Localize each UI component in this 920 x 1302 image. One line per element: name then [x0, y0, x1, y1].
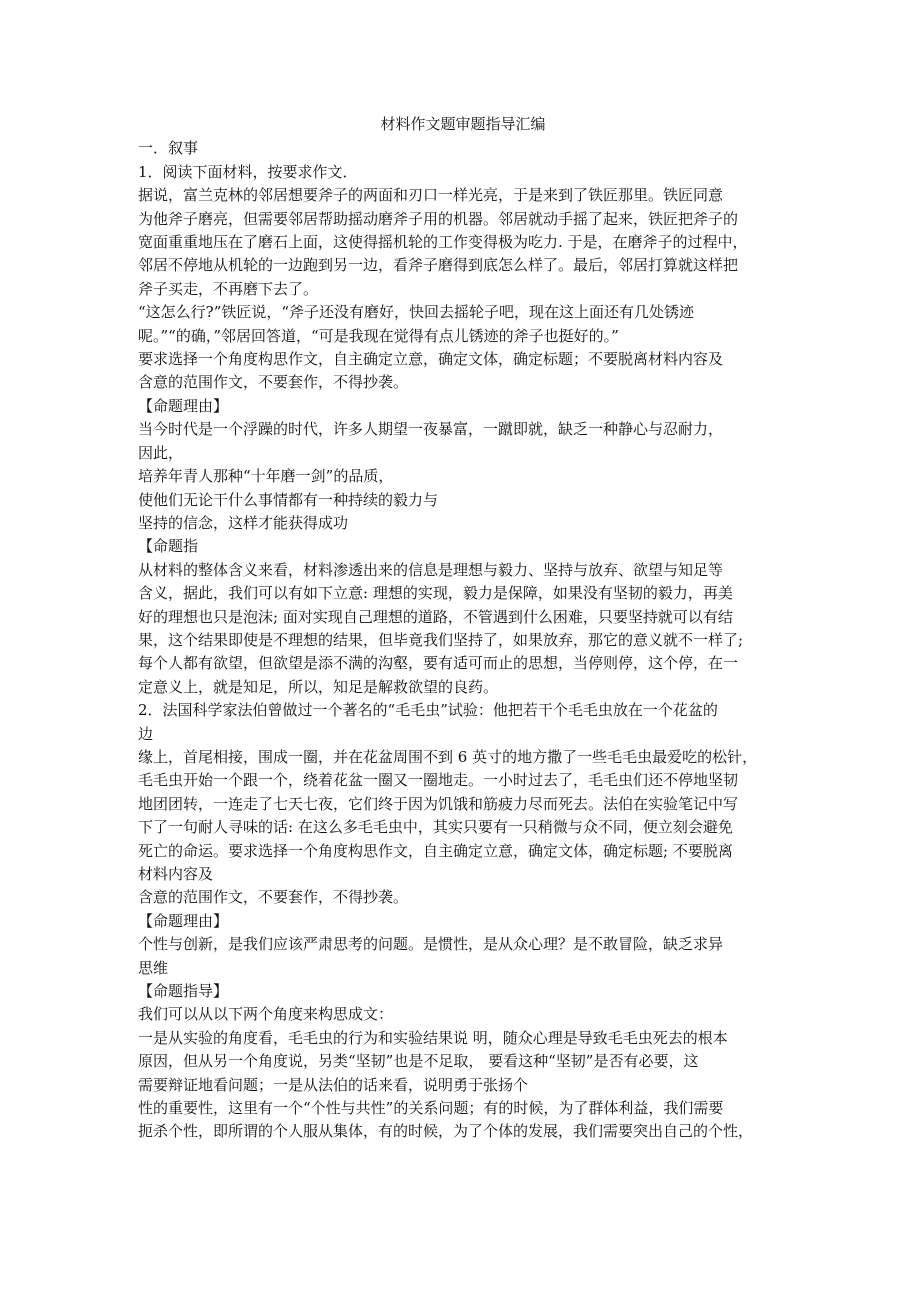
text-line: 2．法国科学家法伯曾做过一个著名的“毛毛虫”试验：他把若干个毛毛虫放在一个花盆的 — [138, 701, 718, 720]
text-line: 因此， — [138, 443, 184, 462]
text-line: 从材料的整体含义来看，材料渗透出来的信息是理想与毅力、坚持与放弃、欲望与知足等 — [138, 560, 724, 579]
text-line: 需要辩证地看问题；一是从法伯的话来看，说明勇于张扬个 — [138, 1075, 529, 1094]
text-line: 死亡的命运。要求选择一个角度构思作文，自主确定立意，确定文体，确定标题; 不要脱离 — [138, 841, 733, 860]
text-line: 含意的范围作文，不要套作，不得抄袭。 — [138, 373, 409, 392]
text-line: 宽面重重地压在了磨石上面，这使得摇机轮的工作变得极为吃力. 于是，在磨斧子的过程中， — [138, 233, 748, 252]
text-line: 好的理想也只是泡沫; 面对实现自己理想的道路，不管遇到什么困难，只要坚持就可以有结 — [138, 607, 733, 626]
text-line: 【命题理由】 — [138, 396, 229, 415]
text-line: 缘上，首尾相接，围成一圈，并在花盆周围不到 6 英寸的地方撒了一些毛毛虫最爱吃的松针， — [138, 747, 758, 766]
text-line: 坚持的信念，这样才能获得成功 — [138, 513, 349, 532]
text-line: 1．阅读下面材料，按要求作文． — [138, 162, 358, 181]
text-line: 边 — [138, 724, 154, 743]
text-line: 定意义上，就是知足，所以，知足是解救欲望的良药。 — [138, 677, 499, 696]
text-line: 呢。”“的确，”邻居回答道，“可是我现在觉得有点儿锈迹的斧子也挺好的。” — [138, 326, 619, 345]
text-line: 据说，富兰克林的邻居想要斧子的两面和刃口一样光亮，于是来到了铁匠那里。铁匠同意 — [138, 186, 724, 205]
text-line: “这怎么行?”铁匠说，“斧子还没有磨好，快回去摇轮子吧，现在这上面还有几处锈迹 — [138, 303, 695, 322]
text-line: 含义，据此，我们可以有如下立意: 理想的实现，毅力是保障，如果没有坚韧的毅力，再美 — [138, 584, 733, 603]
text-line: 思维 — [138, 958, 169, 977]
text-line: 个性与创新，是我们应该严肃思考的问题。是惯性，是从众心理？是不敢冒险，缺乏求异 — [138, 935, 724, 954]
text-line: 一．叙事 — [138, 139, 199, 158]
text-line: 【命题理由】 — [138, 911, 229, 930]
document-body — [138, 137, 788, 1143]
text-line: 【命题指导】 — [138, 982, 229, 1001]
text-line: 斧子买走，不再磨下去了。 — [138, 279, 319, 298]
text-line: 一是从实验的角度看，毛毛虫的行为和实验结果说 明，随众心理是导致毛毛虫死去的根本 — [138, 1028, 728, 1047]
document-page — [138, 113, 788, 1144]
text-line: 邻居不停地从机轮的一边跑到另一边，看斧子磨得到底怎么样了。最后，邻居打算就这样把 — [138, 256, 739, 275]
text-line: 地团团转，一连走了七天七夜，它们终于因为饥饿和筋疲力尽而死去。法伯在实验笔记中写 — [138, 794, 739, 813]
text-line: 每个人都有欲望，但欲望是添不满的沟壑，要有适可而止的思想，当停则停，这个停，在一 — [138, 654, 739, 673]
text-line: 扼杀个性，即所谓的个人服从集体，有的时候，为了个体的发展，我们需要突出自己的个性， — [138, 1122, 754, 1141]
text-line: 毛毛虫开始一个跟一个，绕着花盆一圈又一圈地走。一小时过去了，毛毛虫们还不停地坚韧 — [138, 771, 739, 790]
text-line: 要求选择一个角度构思作文，自主确定立意，确定文体，确定标题；不要脱离材料内容及 — [138, 350, 724, 369]
text-line: 下了一句耐人寻味的话: 在这么多毛毛虫中，其实只要有一只稍微与众不同，便立刻会避免 — [138, 818, 733, 837]
text-line: 材料内容及 — [138, 865, 214, 883]
text-line: 性的重要性，这里有一个“个性与共性”的关系问题；有的时候，为了群体利益，我们需要 — [138, 1099, 724, 1118]
text-line: 原因，但从另一个角度说，另类“坚韧”也是不足取， 要看这种“坚韧”是否有必要，这 — [138, 1052, 699, 1071]
text-line: 含意的范围作文，不要套作，不得抄袭。 — [138, 888, 409, 907]
text-line: 当今时代是一个浮躁的时代，许多人期望一夜暴富，一蹴即就，缺乏一种静心与忍耐力， — [138, 420, 724, 439]
text-line: 为他斧子磨亮，但需要邻居帮助摇动磨斧子用的机器。邻居就动手摇了起来，铁匠把斧子的 — [138, 209, 739, 228]
text-line: 使他们无论干什么事情都有一种持续的毅力与 — [138, 490, 439, 509]
text-line: 果，这个结果即使是不理想的结果，但毕竟我们坚持了，如果放弃，那它的意义就不一样了; — [138, 630, 744, 649]
text-line: 培养年青人那种“十年磨一剑”的品质， — [138, 467, 394, 486]
document-title: 材料作文题审题指导汇编 — [380, 115, 546, 133]
text-line: 【命题指 — [138, 537, 199, 556]
text-line: 我们可以从以下两个角度来构思成文： — [138, 1005, 394, 1024]
